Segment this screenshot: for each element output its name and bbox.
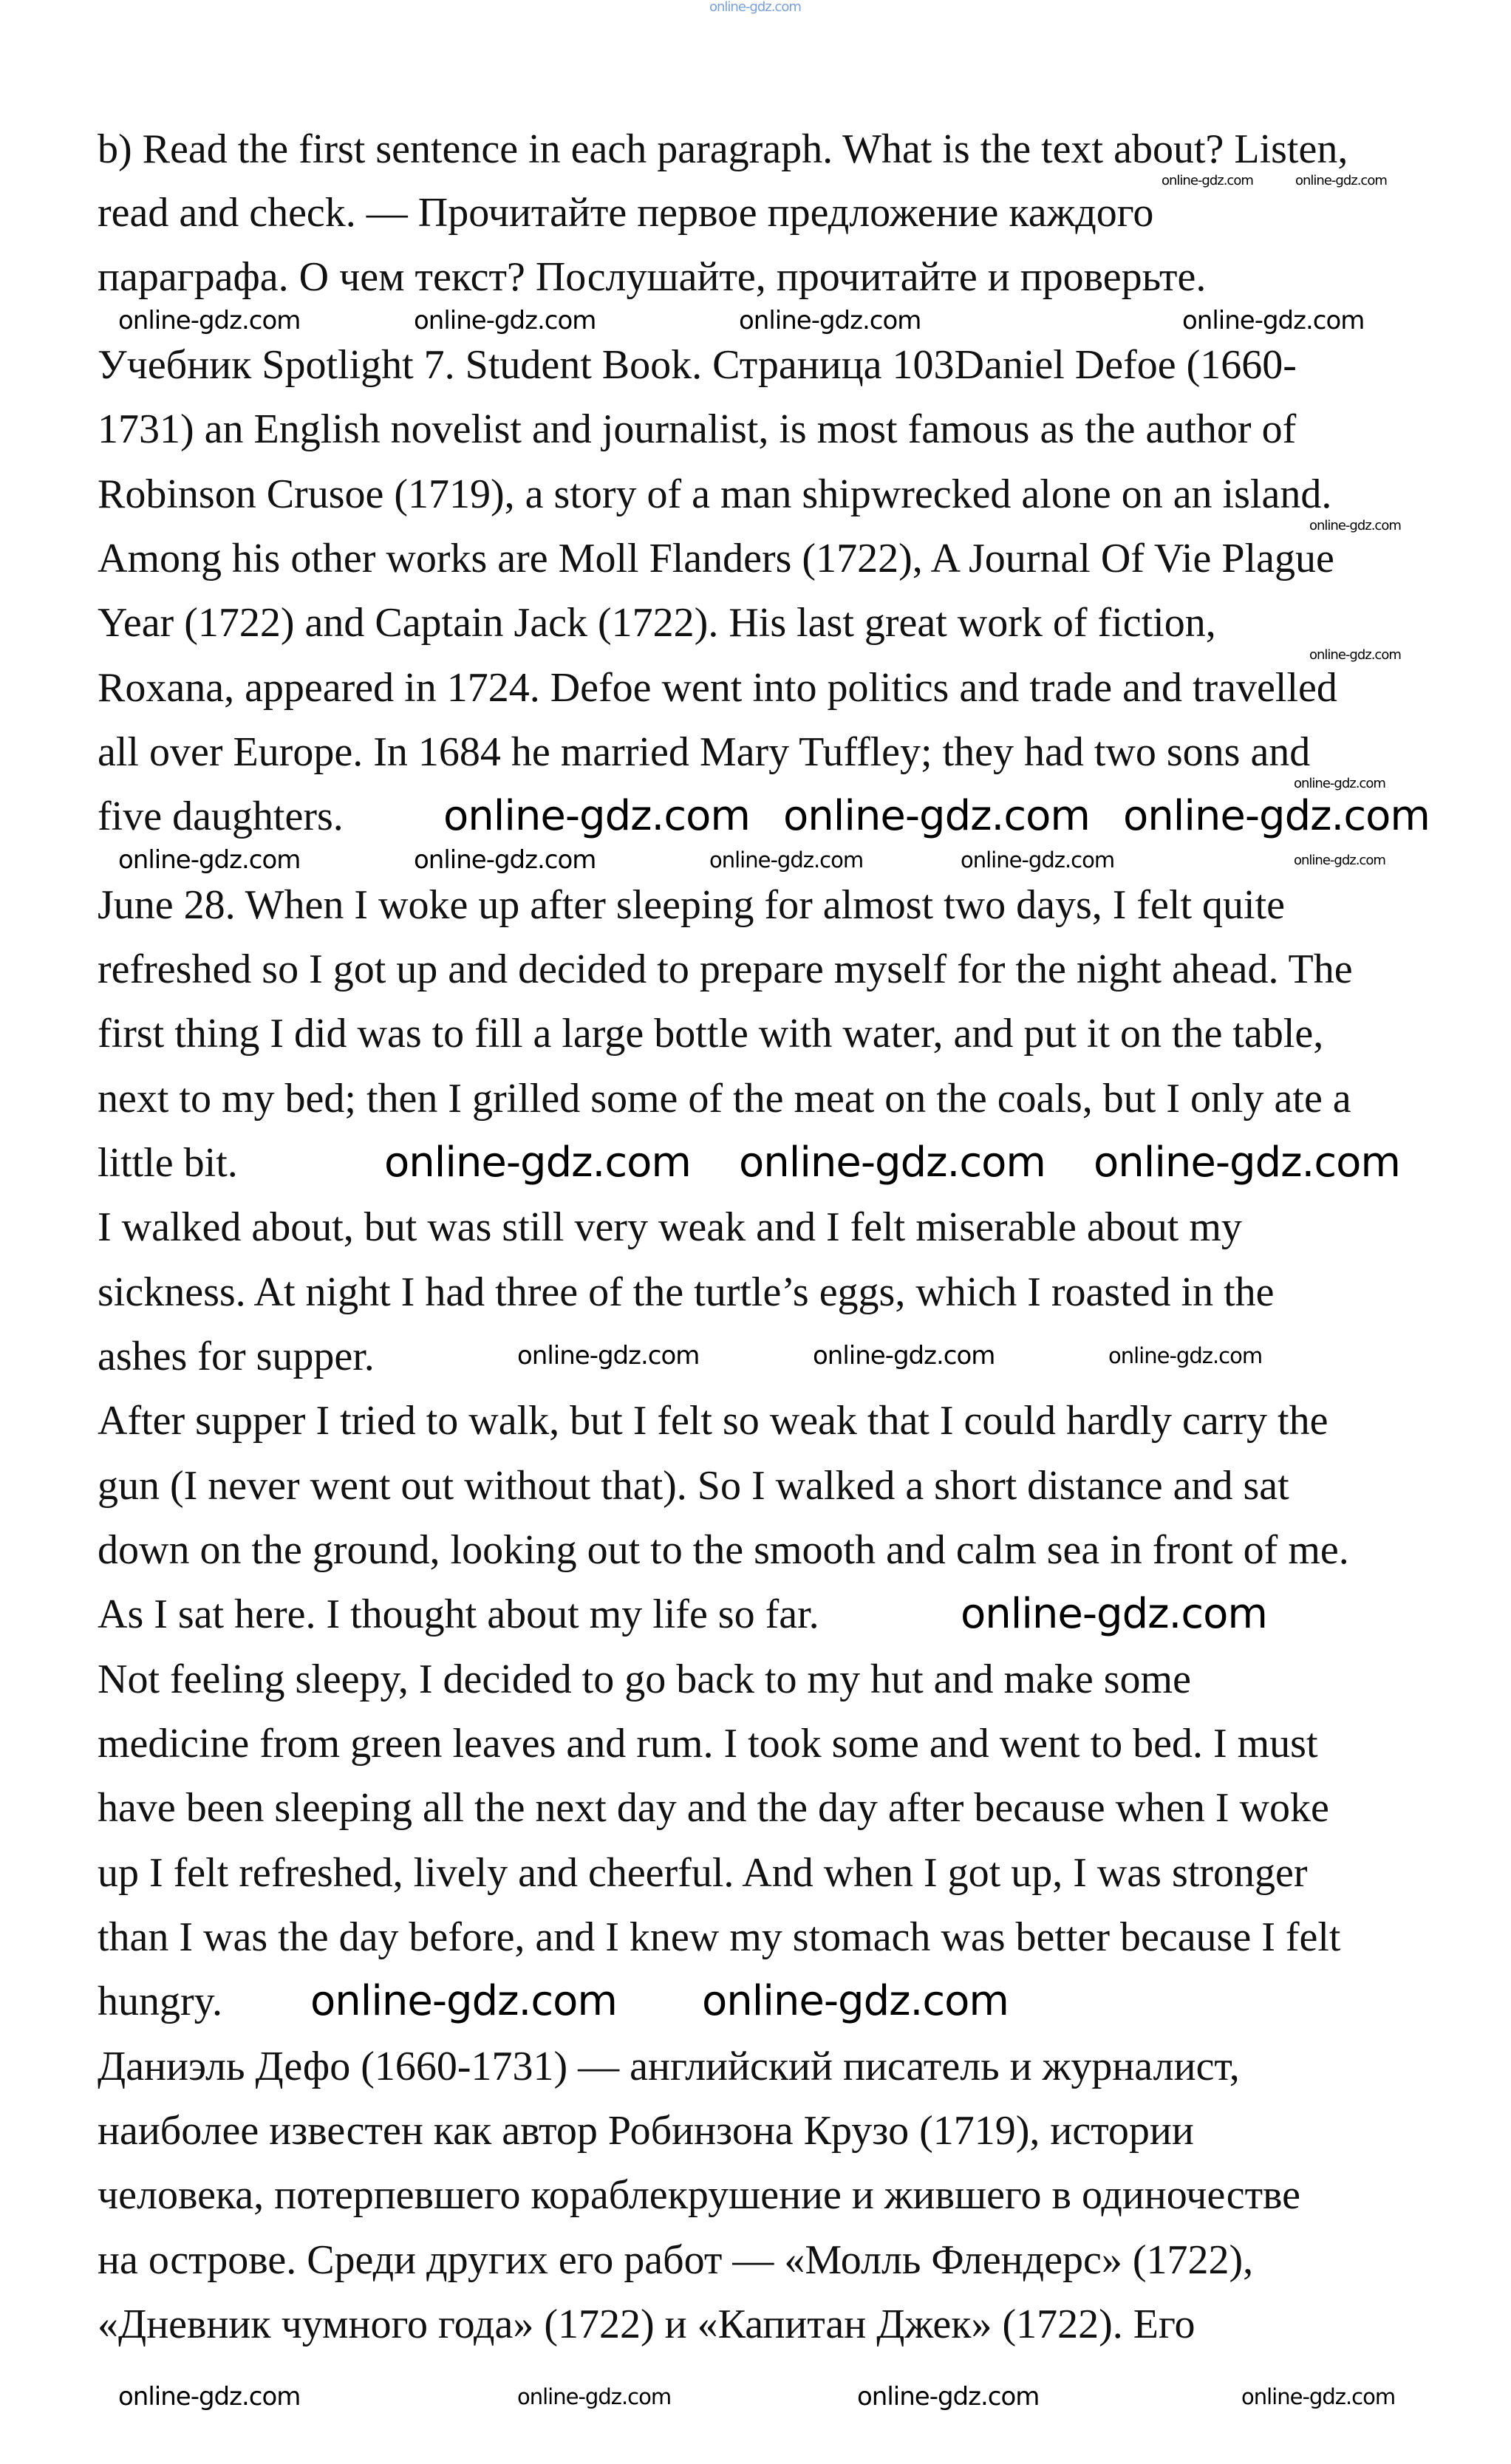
watermark: online-gdz.com [1162, 173, 1253, 188]
watermark: online-gdz.com [443, 792, 750, 840]
watermark: online-gdz.com [1295, 173, 1387, 188]
text-line: на острове. Среди других его работ — «Молль Флендерс» (1722), [98, 2237, 1254, 2283]
text-line: first thing I did was to fill a large bottle with water, and put it on the table, [98, 1011, 1324, 1057]
watermark: online-gdz.com [739, 306, 921, 335]
text-line: read and check. — Прочитайте первое предложение каждого [98, 190, 1154, 236]
text-line: After supper I tried to walk, but I felt so weak that I could hardly carry the [98, 1398, 1328, 1444]
text-line: hungry. [98, 1979, 223, 2024]
text-line: June 28. When I woke up after sleeping for almost two days, I felt quite [98, 882, 1285, 928]
watermark: online-gdz.com [517, 1341, 700, 1371]
text-line: I walked about, but was still very weak and I felt miserable about my [98, 1204, 1242, 1250]
text-line: Даниэль Дефо (1660-1731) — английский писатель и журналист, [98, 2044, 1240, 2089]
text-line: five daughters. [98, 794, 344, 839]
text-line: ashes for supper. [98, 1334, 375, 1379]
watermark: online-gdz.com [414, 306, 596, 335]
text-line: Not feeling sleepy, I decided to go back to my hut and make some [98, 1656, 1191, 1702]
watermark: online-gdz.com [1294, 776, 1385, 791]
watermark: online-gdz.com [813, 1341, 995, 1371]
text-line: Robinson Crusoe (1719), a story of a man shipwrecked alone on an island. [98, 471, 1332, 517]
watermark: online-gdz.com [702, 1977, 1009, 2025]
text-line: than I was the day before, and I knew my stomach was better because I felt [98, 1914, 1341, 1960]
text-line: Among his other works are Moll Flanders (1722), A Journal Of Vie Plague [98, 536, 1334, 581]
text-line: 1731) an English novelist and journalist, is most famous as the author of [98, 406, 1297, 452]
text-line: medicine from green leaves and rum. I took some and went to bed. I must [98, 1721, 1318, 1767]
watermark: online-gdz.com [118, 2382, 301, 2412]
watermark: online-gdz.com [118, 306, 301, 335]
text-line: have been sleeping all the next day and the day after because when I woke [98, 1785, 1329, 1831]
watermark: online-gdz.com [310, 1977, 617, 2025]
text-line: «Дневник чумного года» (1722) и «Капитан Джек» (1722). Его [98, 2301, 1196, 2347]
text-line: человека, потерпевшего кораблекрушение и жившего в одиночестве [98, 2172, 1301, 2218]
text-line: параграфа. О чем текст? Послушайте, прочитайте и проверьте. [98, 254, 1207, 300]
watermark: online-gdz.com [1094, 1139, 1400, 1187]
watermark: online-gdz.com [739, 1139, 1046, 1187]
watermark: online-gdz.com [783, 792, 1090, 840]
watermark: online-gdz.com [1294, 853, 1385, 868]
watermark: online-gdz.com [517, 2384, 672, 2409]
text-line: наиболее известен как автор Робинзона Крузо (1719), истории [98, 2108, 1194, 2154]
watermark: online-gdz.com [961, 1590, 1267, 1638]
text-line: b) Read the first sentence in each paragraph. What is the text about? Listen, [98, 126, 1348, 172]
watermark: online-gdz.com [118, 845, 301, 875]
watermark: online-gdz.com [414, 845, 596, 875]
watermark: online-gdz.com [961, 847, 1115, 873]
text-line: next to my bed; then I grilled some of the meat on the coals, but I only ate a [98, 1076, 1351, 1122]
text-line: all over Europe. In 1684 he married Mary Tuffley; they had two sons and [98, 729, 1311, 775]
watermark: online-gdz.com [1241, 2384, 1396, 2409]
text-line: gun (I never went out without that). So I walked a short distance and sat [98, 1463, 1289, 1509]
watermark: online-gdz.com [709, 0, 801, 15]
text-line: down on the ground, looking out to the smooth and calm sea in front of me. [98, 1527, 1349, 1573]
watermark: online-gdz.com [1182, 306, 1365, 335]
watermark: online-gdz.com [857, 2382, 1040, 2412]
text-line: As I sat here. I thought about my life so far. [98, 1591, 819, 1637]
text-line: refreshed so I got up and decided to prepare myself for the night ahead. The [98, 946, 1353, 992]
text-line: little bit. [98, 1140, 238, 1186]
watermark: online-gdz.com [384, 1139, 691, 1187]
watermark: online-gdz.com [1309, 647, 1401, 663]
text-line: sickness. At night I had three of the turtle’s eggs, which I roasted in the [98, 1269, 1275, 1315]
watermark: online-gdz.com [1108, 1343, 1263, 1368]
text-line: up I felt refreshed, lively and cheerful. And when I got up, I was stronger [98, 1850, 1308, 1896]
watermark: online-gdz.com [709, 847, 864, 873]
watermark: online-gdz.com [1123, 792, 1430, 840]
text-line: Учебник Spotlight 7. Student Book. Страница 103Daniel Defoe (1660- [98, 342, 1297, 388]
text-line: Year (1722) and Captain Jack (1722). His last great work of fiction, [98, 600, 1216, 646]
text-line: Roxana, appeared in 1724. Defoe went into politics and trade and travelled [98, 665, 1337, 711]
watermark: online-gdz.com [1309, 518, 1401, 533]
